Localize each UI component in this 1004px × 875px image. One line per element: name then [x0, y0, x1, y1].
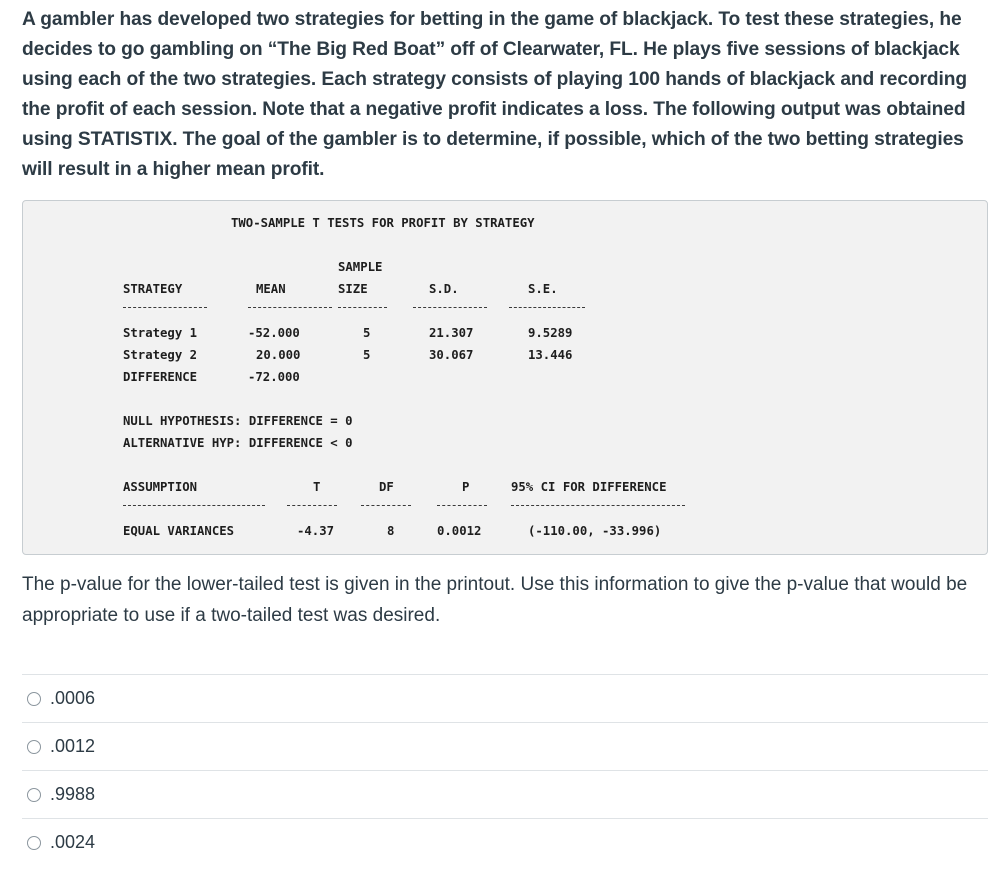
row-sd: 21.307 [429, 326, 474, 340]
divider [437, 505, 487, 506]
null-hypothesis: NULL HYPOTHESIS: DIFFERENCE = 0 [123, 414, 353, 428]
header-strategy: STRATEGY [123, 282, 183, 296]
header-mean: MEAN [256, 282, 286, 296]
divider [287, 505, 337, 506]
answer-option[interactable] [22, 818, 988, 866]
row-strategy: Strategy 2 [123, 348, 198, 362]
divider [123, 307, 207, 308]
answer-option[interactable] [22, 770, 988, 818]
header-t: T [313, 480, 321, 494]
header-df: DF [379, 480, 394, 494]
row-mean: 20.000 [256, 348, 301, 362]
row-se: 13.446 [528, 348, 573, 362]
row-mean: -52.000 [248, 326, 300, 340]
answer-option[interactable] [22, 674, 988, 722]
row-strategy: DIFFERENCE [123, 370, 198, 384]
output-title: TWO-SAMPLE T TESTS FOR PROFIT BY STRATEGY [231, 216, 535, 230]
header-assumption: ASSUMPTION [123, 480, 198, 494]
header-size: SIZE [338, 282, 368, 296]
prompt-text: The p-value for the lower-tailed test is given in the printout. Use this information to give the p-value that would be appropriate to use if a two-tailed test was desired. [22, 574, 968, 626]
row-mean: -72.000 [248, 370, 300, 384]
row-size: 5 [363, 348, 371, 362]
header-sample: SAMPLE [338, 260, 383, 274]
answer-label[interactable]: .9988 [50, 784, 96, 804]
radio-button[interactable] [27, 836, 41, 850]
test-ci-value: (-110.00, -33.996) [528, 524, 662, 538]
header-se: S.E. [528, 282, 558, 296]
divider [361, 505, 411, 506]
divider [123, 505, 265, 506]
divider [511, 505, 685, 506]
row-size: 5 [363, 326, 371, 340]
statistix-output [22, 200, 988, 555]
answer-label[interactable]: .0024 [50, 832, 96, 852]
test-t-value: -4.37 [297, 524, 335, 538]
header-p: P [462, 480, 470, 494]
divider [413, 307, 487, 308]
answer-label[interactable]: .0012 [50, 736, 96, 756]
radio-button[interactable] [27, 788, 41, 802]
divider [248, 307, 332, 308]
divider [338, 307, 387, 308]
radio-button[interactable] [27, 692, 41, 706]
row-se: 9.5289 [528, 326, 573, 340]
alternative-hypothesis: ALTERNATIVE HYP: DIFFERENCE < 0 [123, 436, 353, 450]
test-p-value: 0.0012 [437, 524, 482, 538]
question-text: A gambler has developed two strategies for betting in the game of blackjack. To test these strategies, he decides to go gambling on “The Big Red Boat” off of Clearwater, FL. He plays five sessions of blackjack using each of the two strategies. Each strategy consists of playing 100 hands of blackjack and recording the profit of each session. Note that a negative profit indicates a loss. The following output was obtained using STATISTIX. The goal of the gambler is to determine, if possible, which of the two betting strategies will result in a higher mean profit. [22, 9, 967, 180]
divider [509, 307, 585, 308]
radio-button[interactable] [27, 740, 41, 754]
test-assumption: EQUAL VARIANCES [123, 524, 235, 538]
answer-list [22, 674, 988, 866]
header-sd: S.D. [429, 282, 459, 296]
answer-option[interactable] [22, 722, 988, 770]
row-strategy: Strategy 1 [123, 326, 198, 340]
test-df-value: 8 [387, 524, 395, 538]
row-sd: 30.067 [429, 348, 474, 362]
header-ci: 95% CI FOR DIFFERENCE [511, 480, 667, 494]
answer-label[interactable]: .0006 [50, 688, 96, 708]
